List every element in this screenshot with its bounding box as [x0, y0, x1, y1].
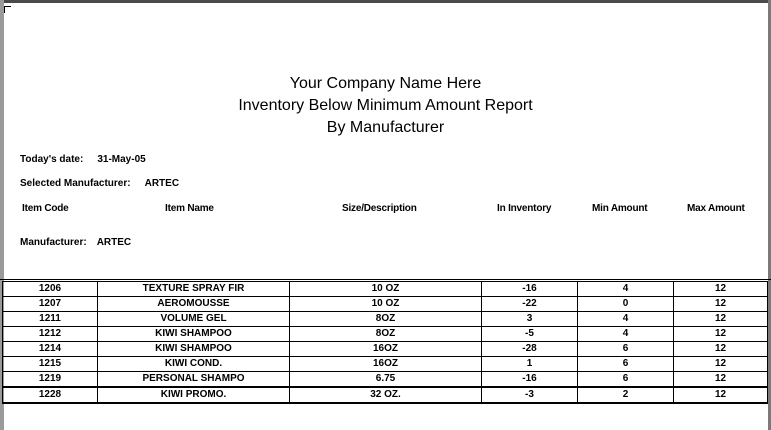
cell-min-amount: 2: [578, 387, 674, 403]
cell-in-inventory: -5: [482, 327, 578, 342]
cell-min-amount: 6: [578, 357, 674, 372]
manufacturer-value: ARTEC: [96, 237, 132, 248]
cell-in-inventory: 1: [482, 357, 578, 372]
cell-max-amount: 12: [674, 282, 768, 297]
cell-size: 32 OZ.: [290, 387, 482, 403]
cell-item-name: VOLUME GEL: [98, 312, 290, 327]
table-row: [3, 387, 768, 403]
report-title-block: [0, 73, 771, 139]
table-row: [3, 372, 768, 388]
cell-size: 16OZ: [290, 357, 482, 372]
selected-manufacturer-label: Selected Manufacturer:: [20, 178, 131, 189]
cell-item-code: 1207: [3, 297, 98, 312]
todays-date: [20, 154, 146, 165]
manufacturer-group-header: [20, 237, 131, 248]
page-corner-mark: [4, 6, 11, 13]
cell-in-inventory: -16: [482, 372, 578, 388]
cell-item-name: KIWI SHAMPOO: [98, 342, 290, 357]
cell-max-amount: 12: [674, 372, 768, 388]
cell-item-code: 1219: [3, 372, 98, 388]
cell-min-amount: 6: [578, 342, 674, 357]
cell-in-inventory: -3: [482, 387, 578, 403]
cell-item-name: TEXTURE SPRAY FIR: [98, 282, 290, 297]
cell-size: 10 OZ: [290, 297, 482, 312]
cell-in-inventory: -22: [482, 297, 578, 312]
cell-min-amount: 0: [578, 297, 674, 312]
cell-max-amount: 12: [674, 357, 768, 372]
cell-max-amount: 12: [674, 312, 768, 327]
cell-size: 8OZ: [290, 327, 482, 342]
table-row: [3, 357, 768, 372]
table-top-rule: [0, 279, 771, 280]
cell-item-code: 1211: [3, 312, 98, 327]
column-header-item-name: Item Name: [165, 203, 214, 214]
table-row: [3, 327, 768, 342]
table-row: [3, 282, 768, 297]
table-row: [3, 342, 768, 357]
cell-size: 8OZ: [290, 312, 482, 327]
cell-item-code: 1215: [3, 357, 98, 372]
cell-min-amount: 4: [578, 312, 674, 327]
cell-item-name: KIWI PROMO.: [98, 387, 290, 403]
cell-item-code: 1206: [3, 282, 98, 297]
cell-in-inventory: 3: [482, 312, 578, 327]
cell-min-amount: 6: [578, 372, 674, 388]
cell-item-code: 1212: [3, 327, 98, 342]
todays-date-label: Today's date:: [20, 154, 84, 165]
table-row: [3, 312, 768, 327]
company-name: Your Company Name Here: [289, 75, 482, 92]
cell-max-amount: 12: [674, 297, 768, 312]
cell-max-amount: 12: [674, 327, 768, 342]
selected-manufacturer-value: ARTEC: [144, 178, 180, 189]
column-header-size: Size/Description: [342, 203, 417, 214]
cell-item-name: AEROMOUSSE: [98, 297, 290, 312]
cell-item-name: KIWI SHAMPOO: [98, 327, 290, 342]
cell-item-name: PERSONAL SHAMPO: [98, 372, 290, 388]
cell-size: 10 OZ: [290, 282, 482, 297]
inventory-table: [2, 281, 768, 404]
report-title: Inventory Below Minimum Amount Report: [238, 97, 533, 114]
cell-in-inventory: -16: [482, 282, 578, 297]
cell-max-amount: 12: [674, 342, 768, 357]
column-header-min-amount: Min Amount: [592, 203, 648, 214]
report-subtitle: By Manufacturer: [326, 119, 445, 136]
todays-date-value: 31-May-05: [97, 154, 146, 165]
cell-min-amount: 4: [578, 282, 674, 297]
cell-in-inventory: -28: [482, 342, 578, 357]
column-header-item-code: Item Code: [22, 203, 69, 214]
cell-size: 6.75: [290, 372, 482, 388]
selected-manufacturer: [20, 178, 179, 189]
column-header-max-amount: Max Amount: [687, 203, 745, 214]
cell-item-name: KIWI COND.: [98, 357, 290, 372]
cell-max-amount: 12: [674, 387, 768, 403]
cell-min-amount: 4: [578, 327, 674, 342]
manufacturer-label: Manufacturer:: [20, 237, 87, 248]
table-row: [3, 297, 768, 312]
cell-size: 16OZ: [290, 342, 482, 357]
column-header-in-inventory: In Inventory: [497, 203, 552, 214]
cell-item-code: 1228: [3, 387, 98, 403]
cell-item-code: 1214: [3, 342, 98, 357]
